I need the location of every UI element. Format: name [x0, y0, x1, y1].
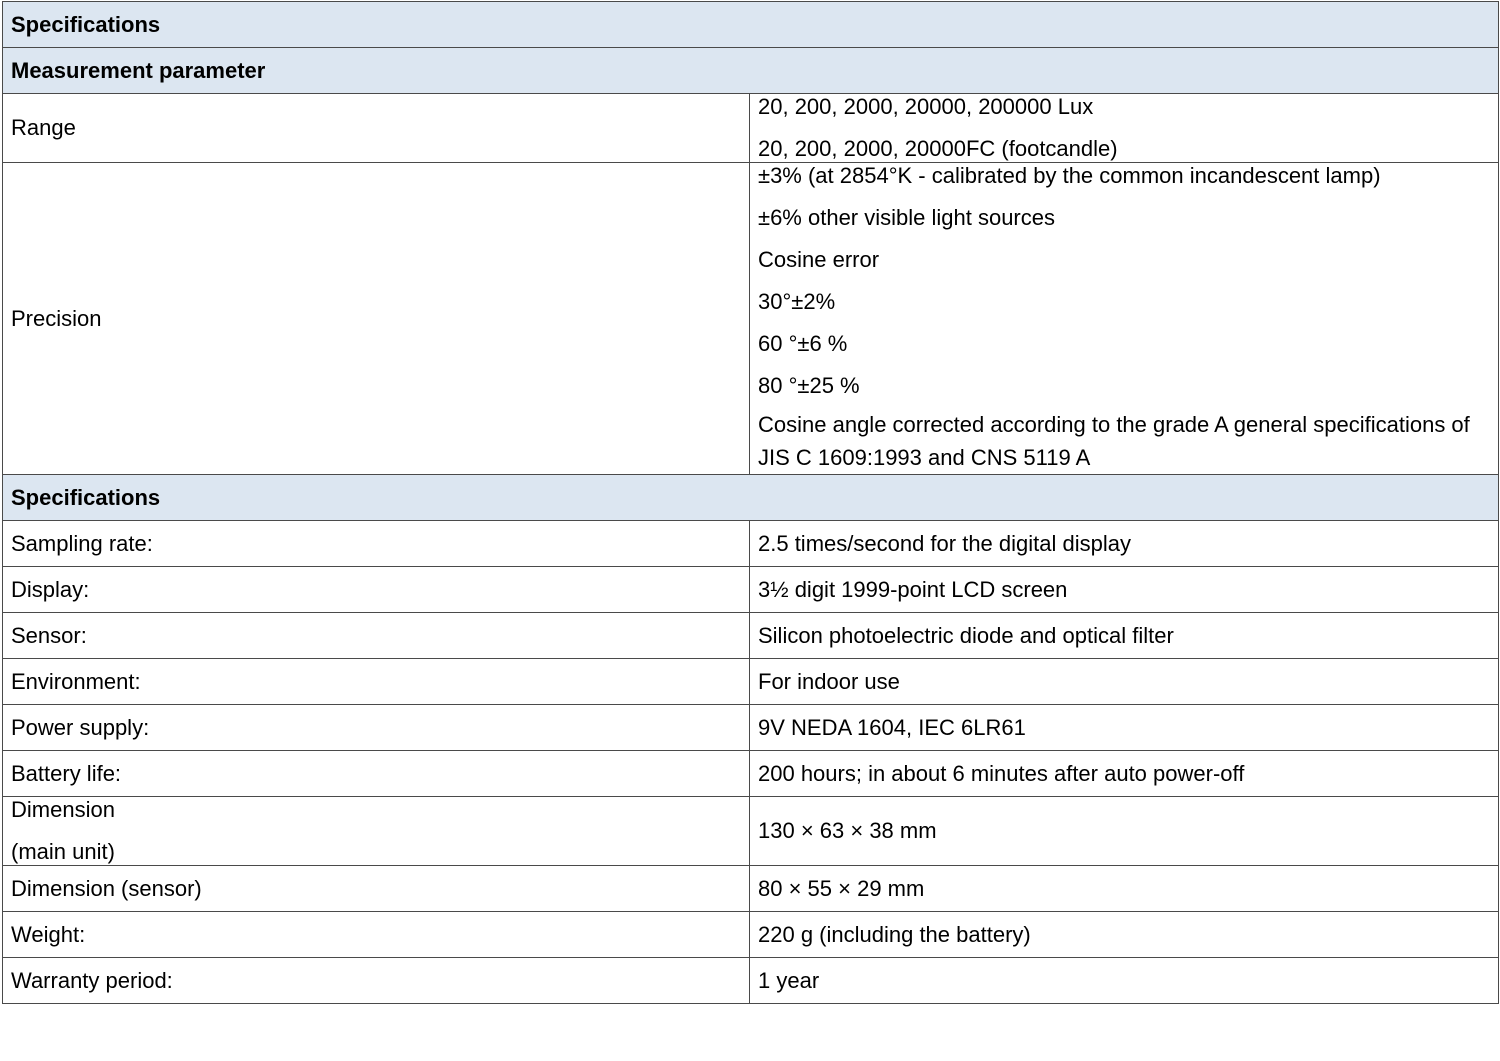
precision-line: 30°±2% — [758, 289, 836, 314]
table-row — [3, 613, 1499, 659]
label-cell: Power supply: — [3, 705, 750, 751]
table-row — [3, 866, 1499, 912]
label-cell: Dimension (sensor) — [3, 866, 750, 912]
label-cell: Range — [3, 94, 750, 163]
label-cell: Environment: — [3, 659, 750, 705]
label-cell: Precision — [3, 163, 750, 475]
section-header-specifications: Specifications — [3, 475, 1499, 521]
label-cell: Warranty period: — [3, 958, 750, 1004]
table-row-range — [3, 94, 1499, 163]
dimension-label: Dimension — [11, 797, 115, 822]
value-cell — [750, 163, 1499, 475]
range-value-footcandle: 20, 200, 2000, 20000FC (footcandle) — [758, 136, 1118, 161]
precision-line: 60 °±6 % — [758, 331, 848, 356]
table-row-dimension-main — [3, 797, 1499, 866]
table-row — [3, 567, 1499, 613]
label-cell: Battery life: — [3, 751, 750, 797]
value-cell: 80 × 55 × 29 mm — [750, 866, 1499, 912]
table-row — [3, 705, 1499, 751]
label-cell — [3, 797, 750, 866]
value-cell: 3½ digit 1999-point LCD screen — [750, 567, 1499, 613]
value-cell: 9V NEDA 1604, IEC 6LR61 — [750, 705, 1499, 751]
value-cell — [750, 94, 1499, 163]
section-header-row — [3, 475, 1499, 521]
range-value-lux: 20, 200, 2000, 20000, 200000 Lux — [758, 94, 1094, 119]
table-row-precision — [3, 163, 1499, 475]
value-cell: 220 g (including the battery) — [750, 912, 1499, 958]
table-row — [3, 958, 1499, 1004]
value-cell: 2.5 times/second for the digital display — [750, 521, 1499, 567]
value-cell: 130 × 63 × 38 mm — [750, 797, 1499, 866]
specifications-table — [2, 1, 1499, 1004]
table-row — [3, 751, 1499, 797]
label-cell: Sampling rate: — [3, 521, 750, 567]
label-cell: Display: — [3, 567, 750, 613]
section-header-row — [3, 48, 1499, 94]
precision-line: ±6% other visible light sources — [758, 205, 1055, 230]
precision-line: Cosine error — [758, 247, 880, 272]
label-cell: Sensor: — [3, 613, 750, 659]
value-cell: 1 year — [750, 958, 1499, 1004]
value-cell: Silicon photoelectric diode and optical filter — [750, 613, 1499, 659]
section-header-measurement-parameter: Measurement parameter — [3, 48, 1499, 94]
value-cell: For indoor use — [750, 659, 1499, 705]
table-row — [3, 659, 1499, 705]
section-header-row — [3, 2, 1499, 48]
precision-line: Cosine angle corrected according to the grade A general specifications of JIS C 1609:1993 and CNS 5119 A — [758, 412, 1470, 470]
label-cell: Weight: — [3, 912, 750, 958]
value-cell: 200 hours; in about 6 minutes after auto power-off — [750, 751, 1499, 797]
table-row — [3, 912, 1499, 958]
dimension-sublabel: (main unit) — [11, 839, 115, 864]
section-header-specifications: Specifications — [3, 2, 1499, 48]
precision-line: 80 °±25 % — [758, 373, 860, 398]
precision-line: ±3% (at 2854°K - calibrated by the common incandescent lamp) — [758, 163, 1381, 188]
table-row — [3, 521, 1499, 567]
